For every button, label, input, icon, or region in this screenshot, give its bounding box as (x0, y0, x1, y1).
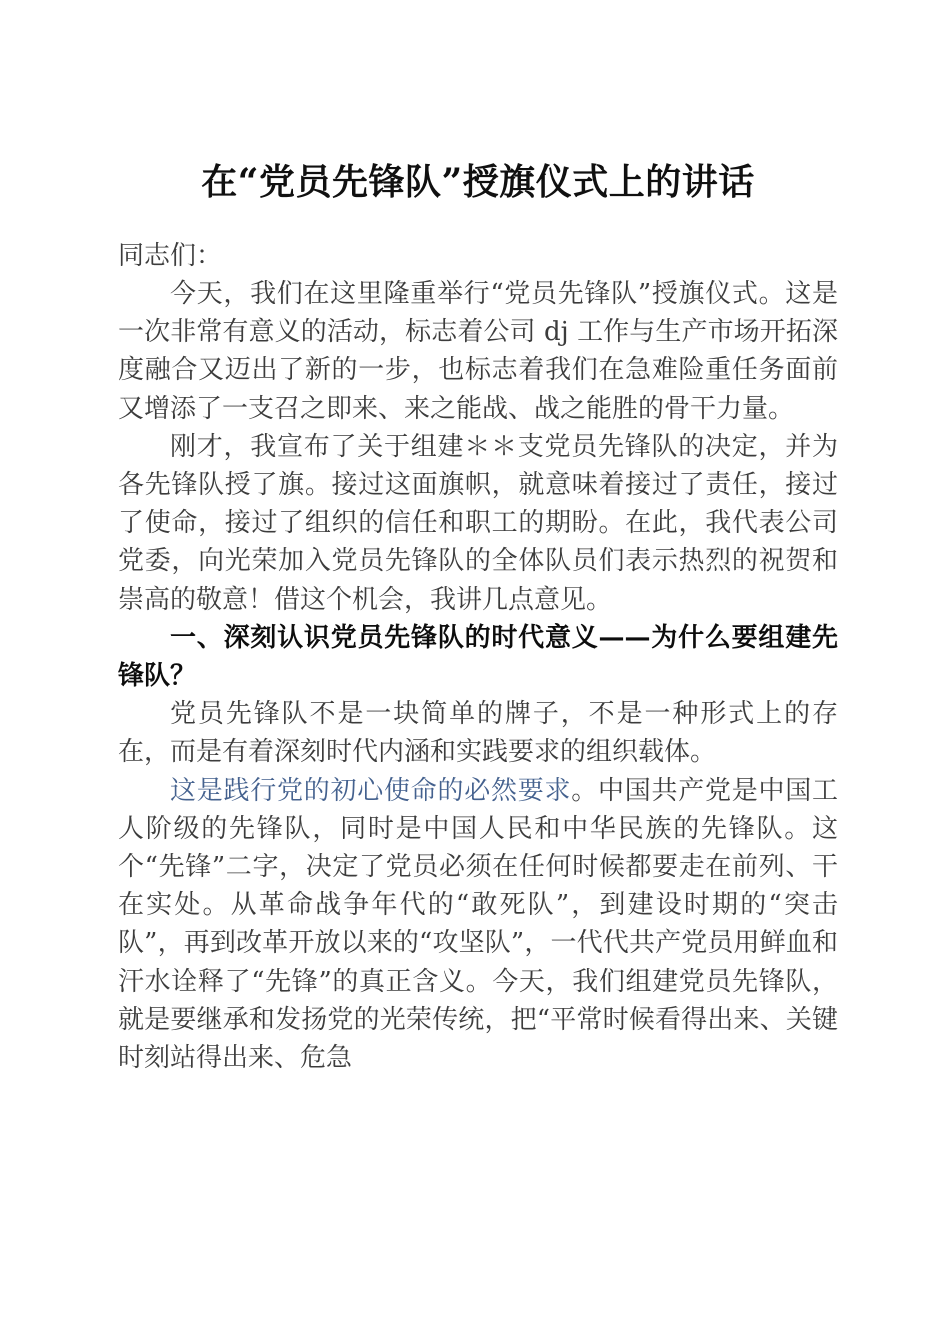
page-title: 在“党员先锋队”授旗仪式上的讲话 (201, 161, 755, 203)
accent-lead-text: 这是践行党的初心使命的必然要求 (170, 775, 572, 806)
section-heading-1: 一、深刻认识党员先锋队的时代意义——为什么要组建先锋队？ (118, 622, 838, 692)
body-paragraph-1: 今天，我们在这里隆重举行“党员先锋队”授旗仪式。这是一次非常有意义的活动，标志着公司 dj 工作与生产市场开拓深度融合又迈出了新的一步，也标志着我们在急难险重任务面前又增添了一支召之即来、来之能战、战之能胜的骨干力量。 (118, 279, 838, 424)
body-paragraph-4 (118, 772, 838, 1078)
body-paragraph-3: 党员先锋队不是一块简单的牌子，不是一种形式上的存在，而是有着深刻时代内涵和实践要求的组织载体。 (118, 699, 838, 768)
accent-paragraph-rest: 。中国共产党是中国工人阶级的先锋队，同时是中国人民和中华民族的先锋队。这个“先锋”二字，决定了党员必须在任何时候都要走在前列、干在实处。从革命战争年代的“敢死队”，到建设时期的“突击队”，再到改革开放以来的“攻坚队”，一代代共产党员用鲜血和汗水诠释了“先锋”的真正含义。今天，我们组建党员先锋队，就是要继承和发扬党的光荣传统，把“平常时候看得出来、关键时刻站得出来、危急 (118, 775, 838, 1074)
salutation: 同志们： (118, 241, 223, 271)
body-paragraph-2: 刚才，我宣布了关于组建＊＊支党员先锋队的决定，并为各先锋队授了旗。接过这面旗帜，就意味着接过了责任，接过了使命，接过了组织的信任和职工的期盼。在此，我代表公司党委，向光荣加入党员先锋队的全体队员们表示热烈的祝贺和崇高的敬意！借这个机会，我讲几点意见。 (118, 431, 838, 615)
document-content (118, 0, 838, 1077)
